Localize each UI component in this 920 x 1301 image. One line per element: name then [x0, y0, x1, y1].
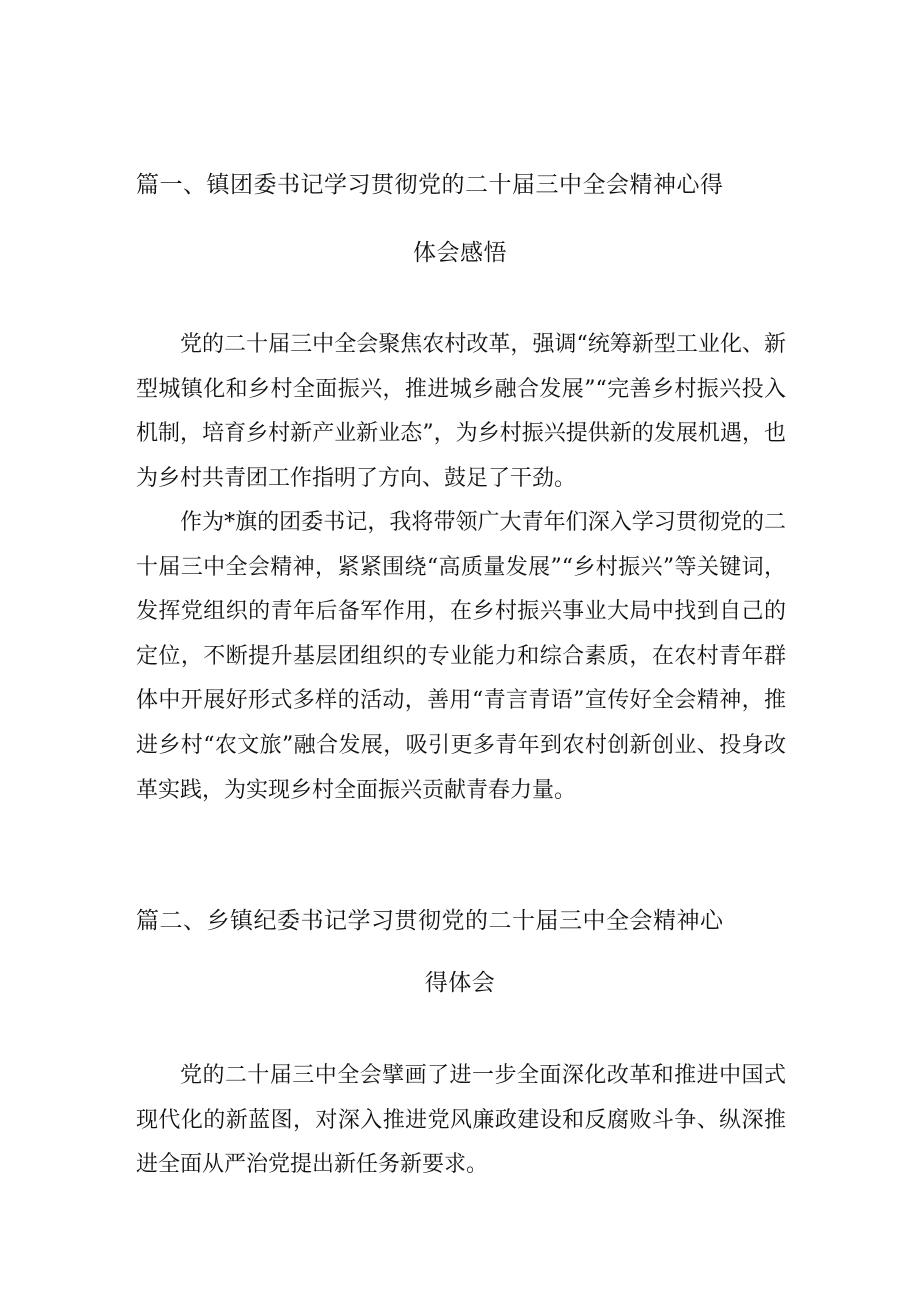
section-one-title-line1: 篇一、镇团委书记学习贯彻党的二十届三中全会精神心得 — [136, 172, 724, 198]
section-one-paragraph: 党的二十届三中全会聚焦农村改革，强调“统筹新型工业化、新型城镇化和乡村全面振兴，推进城乡融合发展”“完善乡村振兴投入机制，培育乡村新产业新业态”，为乡村振兴提供新的发展机遇，也为乡村共青团工作指明了方向、鼓足了干劲。 — [136, 332, 786, 491]
section-two-title-line2: 得体会 — [424, 970, 496, 996]
section-one-title-line2: 体会感悟 — [413, 240, 507, 266]
section-two-title-line1: 篇二、乡镇纪委书记学习贯彻党的二十届三中全会精神心 — [136, 908, 724, 934]
section-two-paragraph: 党的二十届三中全会擘画了进一步全面深化改革和推进中国式现代化的新蓝图，对深入推进党风廉政建设和反腐败斗争、纵深推进全面从严治党提出新任务新要求。 — [136, 1063, 786, 1178]
section-one-paragraph: 作为*旗的团委书记，我将带领广大青年们深入学习贯彻党的二十届三中全会精神，紧紧围绕“高质量发展”“乡村振兴”等关键词，发挥党组织的青年后备军作用，在乡村振兴事业大局中找到自己的定位，不断提升基层团组织的专业能力和综合素质，在农村青年群体中开展好形式多样的活动，善用“青言青语”宣传好全会精神，推进乡村“农文旅”融合发展，吸引更多青年到农村创新创业、投身改革实践，为实现乡村全面振兴贡献青春力量。 — [136, 510, 786, 803]
